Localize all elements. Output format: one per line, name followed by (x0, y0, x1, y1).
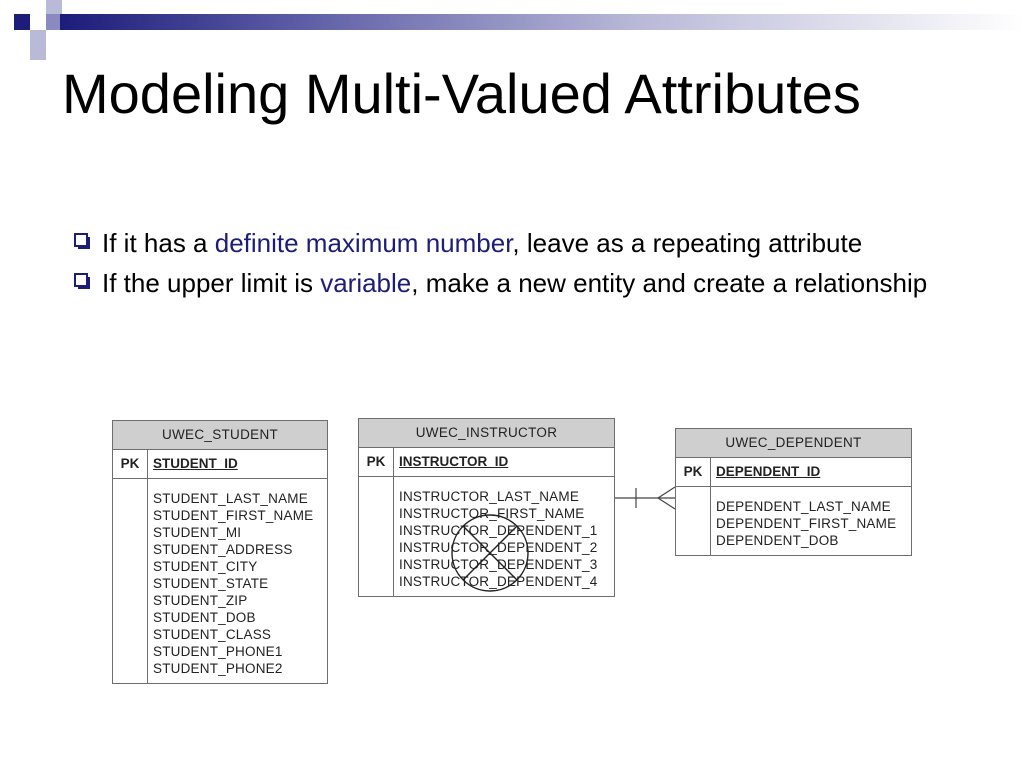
attribute: INSTRUCTOR_DEPENDENT_1 (399, 523, 598, 538)
attribute: STUDENT_LAST_NAME (153, 491, 308, 506)
pk-attribute: DEPENDENT_ID (716, 464, 821, 479)
attribute: INSTRUCTOR_DEPENDENT_3 (399, 557, 598, 572)
relationship-connector (615, 487, 675, 509)
pk-attribute: INSTRUCTOR_ID (399, 454, 509, 469)
entity-name: UWEC_STUDENT (113, 421, 327, 450)
attribute: STUDENT_STATE (153, 576, 269, 591)
attribute: INSTRUCTOR_LAST_NAME (399, 489, 580, 504)
bullet-text-before: If the upper limit is (102, 268, 321, 298)
entity-name: UWEC_INSTRUCTOR (359, 419, 614, 448)
attribute: STUDENT_PHONE2 (153, 661, 283, 676)
pk-label: PK (676, 458, 711, 486)
attribute: STUDENT_CITY (153, 559, 258, 574)
slide-title: Modeling Multi-Valued Attributes (62, 62, 861, 125)
attribute: STUDENT_DOB (153, 610, 256, 625)
bullet-text-before: If it has a (102, 228, 215, 258)
attribute: STUDENT_PHONE1 (153, 644, 283, 659)
pk-label: PK (113, 450, 148, 478)
entity-name: UWEC_DEPENDENT (676, 429, 911, 458)
bullet-text-after: , make a new entity and create a relationship (411, 268, 928, 298)
attribute: INSTRUCTOR_FIRST_NAME (399, 506, 585, 521)
bullet-text-after: , leave as a repeating attribute (512, 228, 863, 258)
crows-foot-upper (658, 487, 675, 498)
attribute: DEPENDENT_DOB (716, 533, 839, 548)
attribute: STUDENT_FIRST_NAME (153, 508, 314, 523)
attribute: INSTRUCTOR_DEPENDENT_2 (399, 540, 598, 555)
attribute: INSTRUCTOR_DEPENDENT_4 (399, 574, 598, 589)
attribute: DEPENDENT_LAST_NAME (716, 499, 891, 514)
crossed-out-circle-icon (452, 515, 528, 591)
attribute: STUDENT_ZIP (153, 593, 248, 608)
attribute: DEPENDENT_FIRST_NAME (716, 516, 897, 531)
pk-attribute: STUDENT_ID (153, 456, 238, 471)
bullet-emphasis: variable (320, 268, 412, 298)
attribute: STUDENT_CLASS (153, 627, 272, 642)
bullet-emphasis: definite maximum number (214, 228, 513, 258)
attribute: STUDENT_MI (153, 525, 242, 540)
crows-foot-lower (658, 498, 675, 509)
attribute: STUDENT_ADDRESS (153, 542, 293, 557)
pk-label: PK (359, 448, 394, 476)
